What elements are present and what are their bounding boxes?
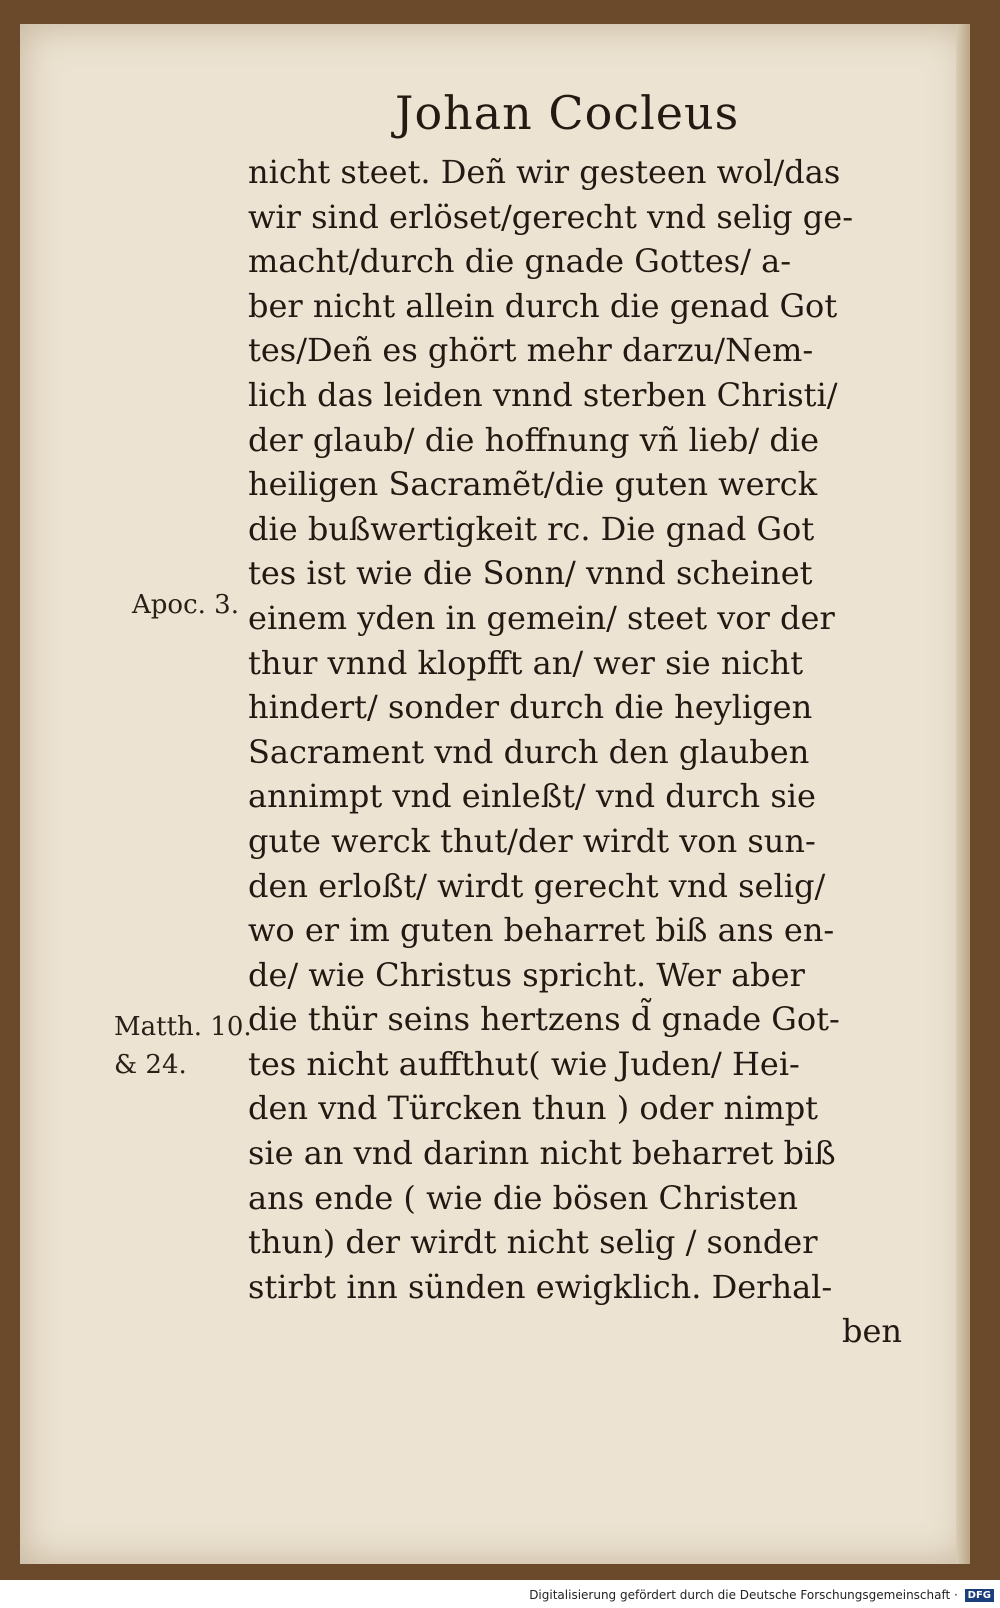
text-line: annimpt vnd einleßt/ vnd durch sie: [248, 777, 816, 816]
text-line: den vnd Türcken thun ) oder nimpt: [248, 1089, 819, 1128]
text-line: de/ wie Christus spricht. Wer aber: [248, 955, 805, 994]
text-line: hindert/ sonder durch die heyligen: [248, 688, 813, 727]
dfg-logo-icon: DFG: [965, 1589, 994, 1602]
text-line: stirbt inn sünden ewigklich. Derhal-: [248, 1267, 833, 1306]
text-line: thun) der wirdt nicht selig / sonder: [248, 1223, 818, 1262]
text-line: ber nicht allein durch die genad Got: [248, 286, 838, 325]
text-line: tes nicht auffthut( wie Juden/ Hei-: [248, 1044, 800, 1083]
page-body-text: [248, 150, 938, 1354]
text-line: wir sind erlöset/gerecht vnd selig ge-: [248, 197, 854, 236]
text-line: gute werck thut/der wirdt von sun-: [248, 821, 816, 860]
catchword: ben: [841, 1312, 902, 1351]
text-line: einem yden in gemein/ steet vor der: [248, 598, 835, 637]
text-line: tes/Deñ es ghört mehr darzu/Nem-: [248, 331, 814, 370]
text-line: heiligen Sacramẽt/die guten werck: [248, 465, 818, 504]
text-line: wo er im guten beharret biß ans en-: [248, 911, 835, 950]
margin-note-matth-cont: & 24.: [114, 1050, 187, 1080]
text-line: den erloßt/ wirdt gerecht vnd selig/: [248, 866, 826, 905]
digitization-credit: [0, 1588, 994, 1602]
page-edge: [956, 24, 970, 1564]
text-line: macht/durch die gnade Gottes/ a-: [248, 242, 792, 281]
text-line: lich das leiden vnnd sterben Christi/: [248, 375, 838, 414]
running-header: Johan Cocleus: [395, 86, 740, 140]
credit-text: Digitalisierung gefördert durch die Deutsche Forschungsgemeinschaft ·: [529, 1588, 958, 1602]
text-line: tes ist wie die Sonn/ vnnd scheinet: [248, 554, 813, 593]
text-line: der glaub/ die hoffnung vñ lieb/ die: [248, 420, 820, 459]
text-line: thur vnnd klopfft an/ wer sie nicht: [248, 643, 804, 682]
text-line: die thür seins hertzens d̃ gnade Got-: [248, 1000, 840, 1039]
text-line: sie an vnd darinn nicht beharret biß: [248, 1134, 836, 1173]
text-line: nicht steet. Deñ wir gesteen wol/das: [248, 153, 841, 191]
margin-note-apoc: Apoc. 3.: [132, 590, 239, 620]
margin-note-matth: Matth. 10.: [114, 1012, 252, 1042]
text-line: ans ende ( wie die bösen Christen: [248, 1178, 798, 1217]
text-line: die bußwertigkeit rc. Die gnad Got: [248, 509, 815, 548]
text-line: Sacrament vnd durch den glauben: [248, 732, 810, 771]
